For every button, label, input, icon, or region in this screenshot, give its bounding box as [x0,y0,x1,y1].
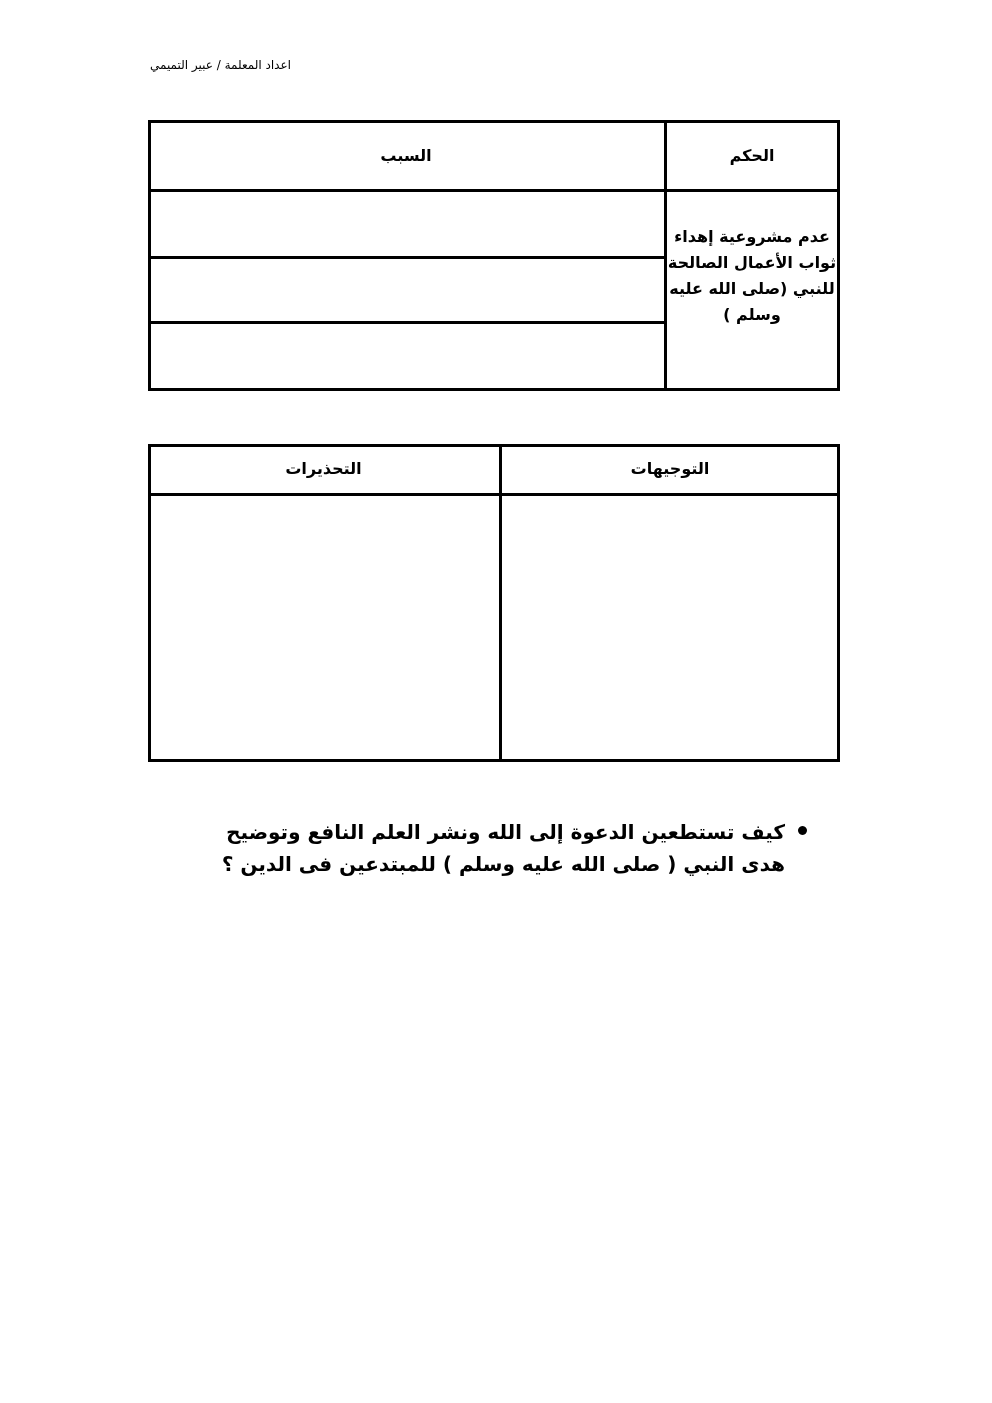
column-header-guidance: التوجيهات [630,459,710,478]
column-header-ruling: الحكم [729,146,775,165]
reason-answer-cell-3[interactable] [151,324,664,388]
author-credit: اعداد المعلمة / عبير التميمي [150,58,291,72]
guidance-warnings-table [148,444,840,762]
reason-answer-cell-2[interactable] [151,259,664,321]
ruling-statement: عدم مشروعية إهداء ثواب الأعمال الصالحة للنبي (صلى الله عليه وسلم ) [667,227,837,324]
column-header-warnings: التحذيرات [285,459,362,478]
guidance-answer-cell[interactable] [502,496,837,759]
bullet-icon [798,826,807,835]
warnings-answer-cell[interactable] [151,496,499,759]
ruling-table [148,120,840,391]
reason-answer-cell-1[interactable] [151,192,664,256]
discussion-question: كيف تستطعين الدعوة إلى الله ونشر العلم النافع وتوضيح هدى النبي ( صلى الله عليه وسلم ) للمبتدعين فى الدين ؟ [221,820,785,876]
column-header-reason: السبب [380,146,432,165]
